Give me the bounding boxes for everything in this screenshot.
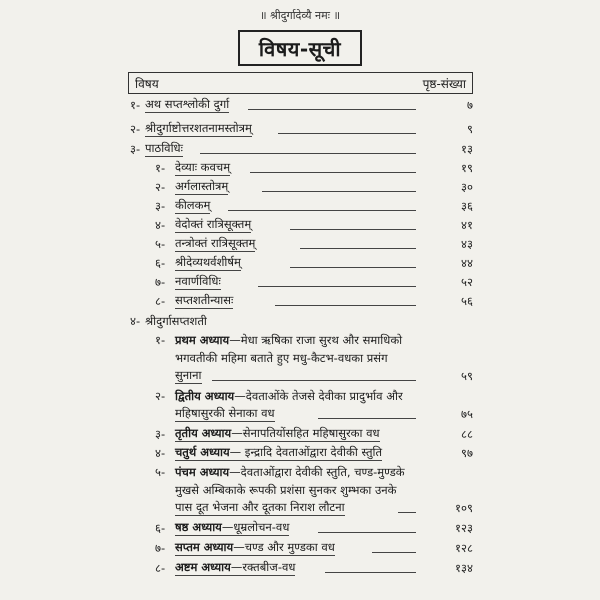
dot-leader bbox=[398, 512, 416, 513]
toc-subentry bbox=[0, 178, 600, 196]
chapter-entry bbox=[0, 539, 600, 557]
chapter-description: —देवताओंद्वारा देवीकी स्तुति, चण्ड-मुण्डके bbox=[229, 465, 405, 479]
entry-title: कीलकम् bbox=[175, 198, 211, 212]
chapter-description: — इन्द्रादि देवताओंद्वारा देवीकी स्तुति bbox=[229, 445, 383, 459]
entry-number: ८- bbox=[155, 294, 166, 308]
entry-title: पाठविधिः bbox=[145, 141, 183, 155]
entry-number: ३- bbox=[130, 142, 141, 156]
chapter-entry bbox=[0, 463, 600, 481]
entry-number: २- bbox=[130, 122, 141, 136]
chapter-description: —सेनापतियोंसहित महिषासुरका वध bbox=[231, 426, 380, 440]
dot-leader bbox=[258, 286, 416, 287]
entry-page: १९ bbox=[461, 161, 473, 175]
entry-number: २- bbox=[155, 180, 166, 194]
chapter-description: —मेधा ऋषिका राजा सुरथ और समाधिको bbox=[229, 333, 403, 347]
entry-page: ४१ bbox=[461, 218, 473, 232]
entry-number: ७- bbox=[155, 541, 166, 555]
chapter-entry bbox=[0, 559, 600, 577]
entry-page: ७५ bbox=[461, 407, 473, 421]
entry-number: ४- bbox=[155, 446, 166, 460]
entry-number: ४- bbox=[130, 314, 141, 328]
chapter-name: द्वितीय अध्याय bbox=[175, 389, 235, 403]
invocation-line: ॥ श्रीदुर्गादेव्यै नमः ॥ bbox=[259, 9, 341, 22]
chapter-description: —धूम्रलोचन-वध bbox=[221, 520, 290, 534]
toc-subentry bbox=[0, 159, 600, 177]
entry-title: अर्गलास्तोत्रम् bbox=[175, 179, 229, 193]
dot-leader bbox=[228, 210, 416, 211]
toc-subentry bbox=[0, 216, 600, 234]
entry-number: ३- bbox=[155, 427, 166, 441]
chapter-continuation bbox=[0, 499, 600, 517]
chapter-entry bbox=[0, 444, 600, 462]
dot-leader bbox=[275, 305, 416, 306]
chapter-line bbox=[175, 444, 382, 461]
dot-leader bbox=[290, 229, 416, 230]
chapter-name: अष्टम अध्याय bbox=[175, 560, 231, 574]
chapter-description: महिषासुरकी सेनाका वध bbox=[175, 406, 275, 420]
chapter-line bbox=[175, 539, 335, 556]
toc-subentry bbox=[0, 254, 600, 272]
entry-number: ८- bbox=[155, 561, 166, 575]
chapter-entry bbox=[0, 519, 600, 537]
entry-page: ४४ bbox=[461, 256, 473, 270]
chapter-description: —रक्तबीज-वध bbox=[230, 560, 296, 574]
chapter-line bbox=[175, 463, 405, 481]
chapter-description: सुनाना bbox=[175, 368, 202, 382]
entry-page: १३ bbox=[461, 142, 473, 156]
chapter-description: मुखसे अम्बिकाके रूपकी प्रशंसा सुनकर शुम्भका उनके bbox=[175, 483, 397, 497]
dot-leader bbox=[318, 418, 416, 419]
dot-leader bbox=[212, 380, 416, 381]
entry-page: ९७ bbox=[461, 446, 473, 460]
chapter-description: —देवताओंके तेजसे देवीका प्रादुर्भाव और bbox=[234, 389, 403, 403]
entry-title: श्रीदेव्यथर्वशीर्षम् bbox=[175, 255, 241, 269]
entry-title: तन्त्रोक्तं रात्रिसूक्तम् bbox=[175, 236, 256, 250]
toc-header bbox=[128, 72, 473, 94]
dot-leader bbox=[372, 552, 416, 553]
dot-leader bbox=[290, 267, 416, 268]
entry-page: १०९ bbox=[455, 501, 473, 515]
dot-leader bbox=[200, 153, 416, 154]
page-title: विषय-सूची bbox=[238, 30, 362, 66]
chapter-line bbox=[175, 331, 402, 349]
chapter-name: पंचम अध्याय bbox=[175, 465, 230, 479]
toc-entry bbox=[0, 140, 600, 158]
dot-leader bbox=[278, 133, 416, 134]
dot-leader bbox=[325, 572, 416, 573]
chapter-line bbox=[175, 387, 403, 405]
chapter-description: पास दूत भेजना और दूतका निराश लौटना bbox=[175, 500, 345, 514]
entry-page: १२८ bbox=[455, 541, 473, 555]
chapter-name: तृतीय अध्याय bbox=[175, 426, 232, 440]
dot-leader bbox=[262, 191, 416, 192]
entry-number: २- bbox=[155, 389, 166, 403]
toc-entry bbox=[0, 312, 600, 330]
chapter-name: षष्ठ अध्याय bbox=[175, 520, 222, 534]
entry-title: वेदोक्तं रात्रिसूक्तम् bbox=[175, 217, 252, 231]
entry-number: ३- bbox=[155, 199, 166, 213]
chapter-line bbox=[175, 559, 295, 576]
toc-subentry bbox=[0, 197, 600, 215]
chapter-line bbox=[175, 425, 380, 442]
toc-subentry bbox=[0, 235, 600, 253]
entry-title: देव्याः कवचम् bbox=[175, 160, 231, 174]
entry-number: ५- bbox=[155, 465, 166, 479]
chapter-description: भगवतीकी महिमा बताते हुए मधु-कैटभ-वधका प्रसंग bbox=[175, 351, 388, 365]
chapter-name: सप्तम अध्याय bbox=[175, 540, 234, 554]
entry-page: ५२ bbox=[461, 275, 473, 289]
entry-page: ८८ bbox=[461, 427, 473, 441]
entry-number: ७- bbox=[155, 275, 166, 289]
entry-page: १२३ bbox=[455, 521, 473, 535]
entry-title: श्रीदुर्गासप्तशती bbox=[145, 314, 207, 328]
entry-number: १- bbox=[155, 333, 166, 347]
header-subject: विषय bbox=[135, 76, 159, 91]
chapter-entry bbox=[0, 425, 600, 443]
chapter-continuation bbox=[0, 405, 600, 423]
entry-page: ५६ bbox=[461, 294, 473, 308]
dot-leader bbox=[248, 109, 416, 110]
entry-page: ३० bbox=[461, 180, 473, 194]
dot-leader bbox=[250, 172, 416, 173]
dot-leader bbox=[300, 248, 416, 249]
entry-number: १- bbox=[130, 98, 141, 112]
entry-page: ३६ bbox=[461, 199, 473, 213]
toc-entry bbox=[0, 120, 600, 138]
entry-title: नवार्णविधिः bbox=[175, 274, 221, 288]
chapter-entry bbox=[0, 331, 600, 349]
entry-page: १३४ bbox=[455, 561, 473, 575]
entry-number: ६- bbox=[155, 521, 166, 535]
entry-page: ५९ bbox=[461, 369, 473, 383]
dot-leader bbox=[318, 532, 416, 533]
entry-page: ९ bbox=[467, 122, 473, 136]
entry-number: १- bbox=[155, 161, 166, 175]
entry-number: ४- bbox=[155, 218, 166, 232]
entry-number: ६- bbox=[155, 256, 166, 270]
chapter-continuation bbox=[0, 349, 600, 367]
chapter-line bbox=[175, 519, 289, 536]
toc-entry bbox=[0, 96, 600, 114]
chapter-entry bbox=[0, 387, 600, 405]
chapter-continuation bbox=[0, 367, 600, 385]
entry-page: ७ bbox=[467, 98, 473, 112]
entry-number: ५- bbox=[155, 237, 166, 251]
toc-subentry bbox=[0, 292, 600, 310]
chapter-name: प्रथम अध्याय bbox=[175, 333, 230, 347]
chapter-name: चतुर्थ अध्याय bbox=[175, 445, 230, 459]
toc-subentry bbox=[0, 273, 600, 291]
entry-page: ४३ bbox=[461, 237, 473, 251]
entry-title: अथ सप्तश्लोकी दुर्गा bbox=[145, 97, 230, 111]
entry-title: सप्तशतीन्यासः bbox=[175, 293, 234, 307]
entry-title: श्रीदुर्गाष्टोत्तरशतनामस्तोत्रम् bbox=[145, 121, 252, 135]
header-page-number: पृष्ठ-संख्या bbox=[422, 76, 466, 91]
chapter-description: —चण्ड और मुण्डका वध bbox=[233, 540, 335, 554]
chapter-continuation bbox=[0, 481, 600, 499]
